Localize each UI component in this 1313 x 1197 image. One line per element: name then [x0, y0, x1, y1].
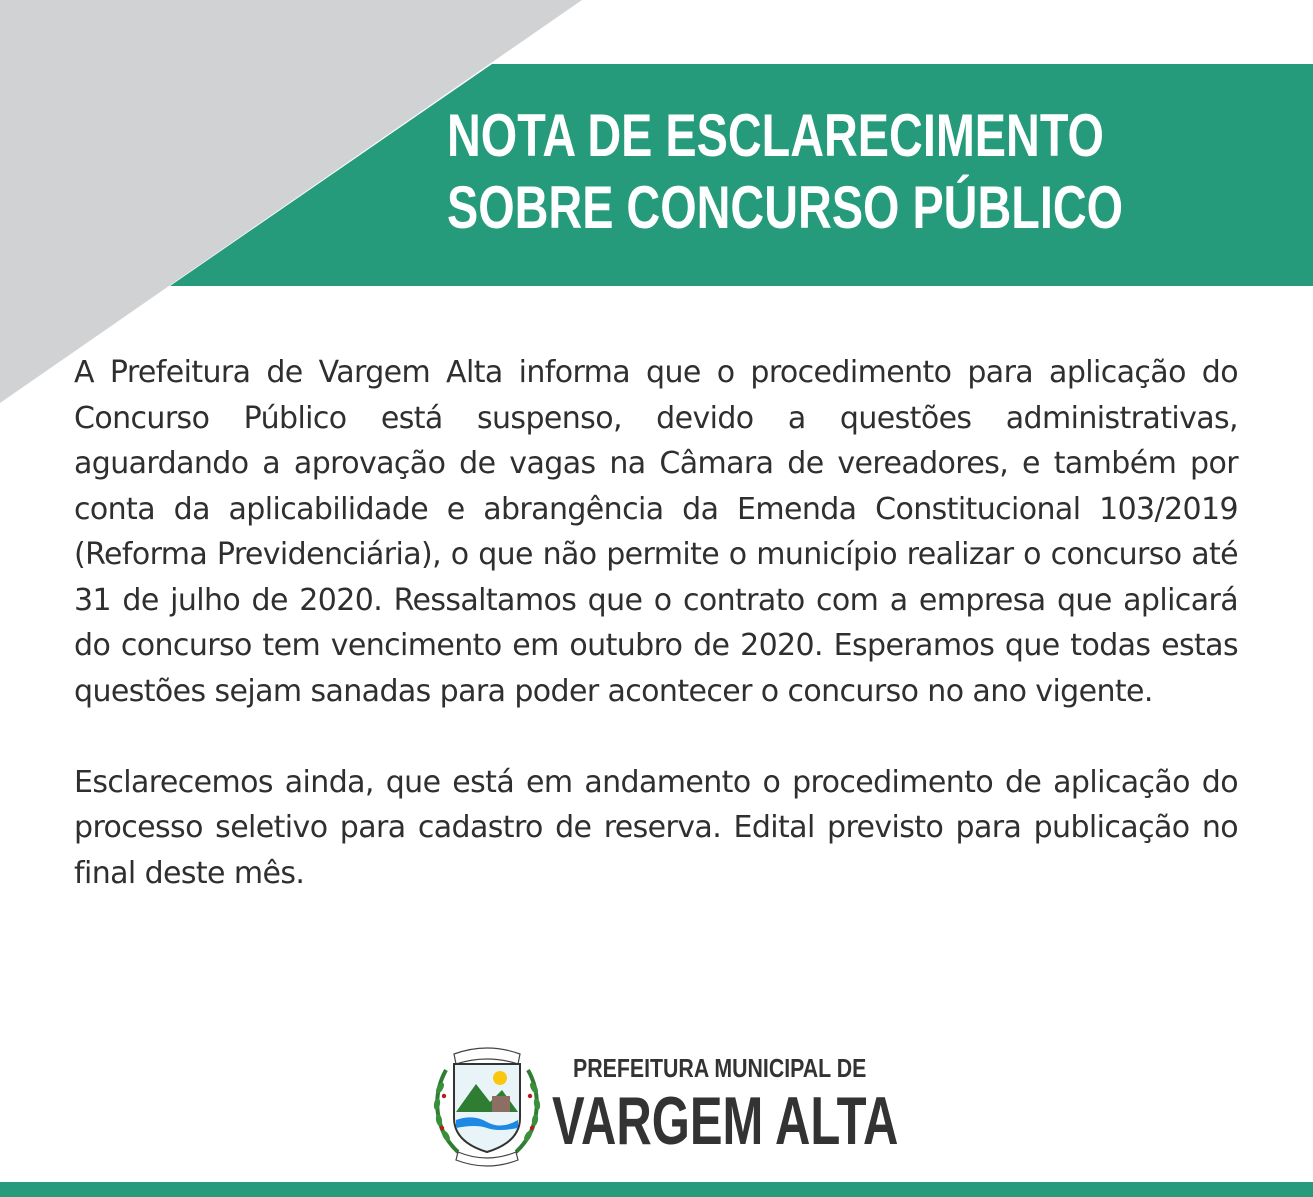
prefeitura-logo — [428, 1040, 899, 1170]
bottom-accent-bar — [0, 1182, 1313, 1197]
paragraph-2: Esclarecemos ainda, que está em andamento o procedimento de aplicação do processo seletivo para cadastro de reserva. Edital previsto para publicação no final deste mês. — [74, 764, 1238, 891]
municipal-seal-icon — [428, 1040, 546, 1168]
logo-line-1: PREFEITURA MUNICIPAL DE — [573, 1053, 867, 1083]
body-text — [74, 350, 1238, 896]
title-line-1: NOTA DE ESCLARECIMENTO — [447, 102, 1104, 169]
page-title — [447, 100, 1124, 244]
title-line-2: SOBRE CONCURSO PÚBLICO — [447, 174, 1124, 241]
paragraph-1: A Prefeitura de Vargem Alta informa que o procedimento para aplicação do Concurso Público está suspenso, devido a questões administrativas, aguardando a aprovação de vagas na Câmara de vereadores, e também por conta da aplicabilidade e abrangência da Emenda Constitucional 103/2019 (Reforma Previdenciária), o que não permite o município realizar o concurso até 31 de julho de 2020. Ressaltamos que o contrato com a empresa que aplicará do concurso tem vencimento em outubro de 2020. Esperamos que todas estas questões sejam sanadas para poder acontecer o concurso no ano vigente. — [74, 355, 1238, 709]
logo-line-2: VARGEM ALTA — [552, 1083, 899, 1159]
